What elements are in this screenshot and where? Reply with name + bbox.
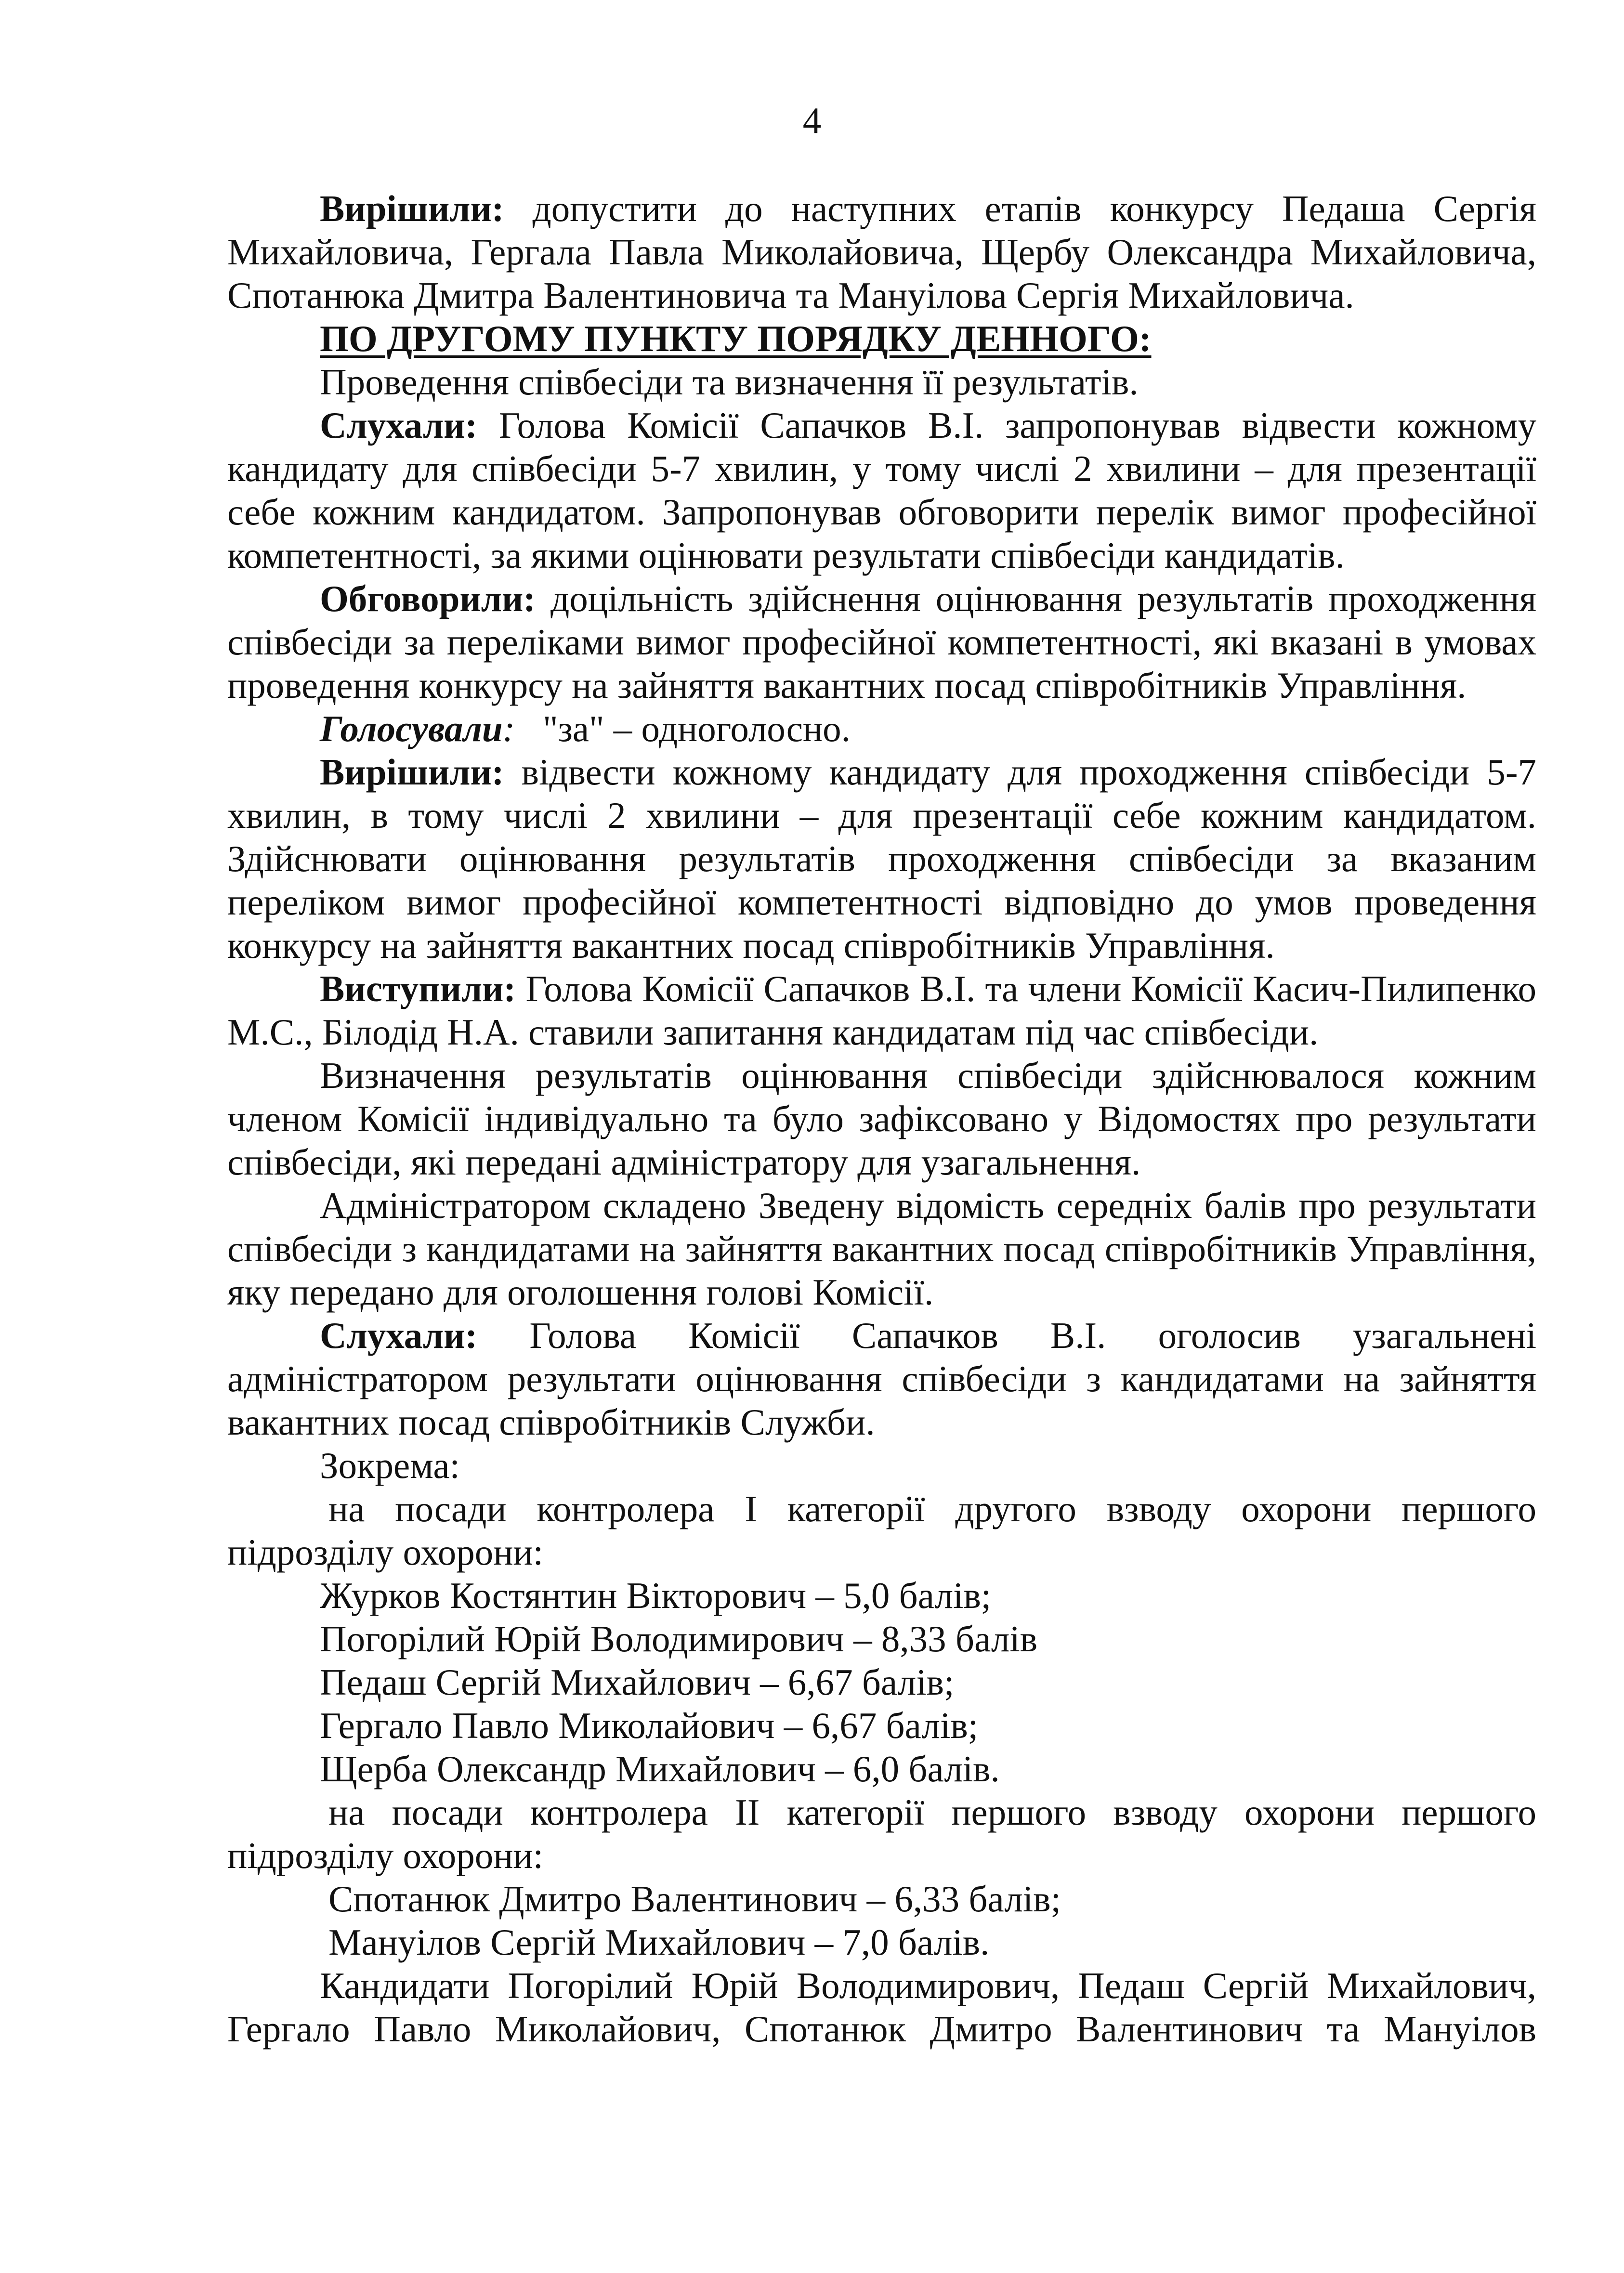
agenda-item-heading: ПО ДРУГОМУ ПУНКТУ ПОРЯДКУ ДЕННОГО: bbox=[320, 318, 1152, 359]
score-row: Гергало Павло Миколайович – 6,67 балів; bbox=[320, 1705, 979, 1746]
score-row: Щерба Олександр Михайлович – 6,0 балів. bbox=[320, 1748, 1000, 1790]
voted-paragraph bbox=[227, 707, 1536, 750]
heard-label: Слухали: bbox=[320, 1315, 478, 1356]
decision-paragraph-1 bbox=[227, 187, 1536, 317]
voted-label: Голосували bbox=[320, 708, 503, 749]
spoke-paragraph bbox=[227, 967, 1536, 1054]
heard-text: Голова Комісії Сапачков В.І. запропонував відвести кожному кандидату для співбесіди 5-7 хвилин, у тому числі 2 хвилини – для презентації себе кожним кандидатом. Запропонував обговорити перелік вимог професійної компетентності, за якими оцінювати результати співбесіди кандидатів. bbox=[227, 405, 1536, 576]
score-row: Погорілий Юрій Володимирович – 8,33 балів bbox=[320, 1618, 1038, 1659]
heard-text: Голова Комісії Сапачков В.І. оголосив узагальнені адміністратором результати оцінювання співбесіди з кандидатами на зайняття вакантних посад співробітників Служби. bbox=[227, 1315, 1536, 1443]
decision-paragraph-2 bbox=[227, 750, 1536, 967]
specifically-line: Зокрема: bbox=[320, 1445, 460, 1486]
page-number: 4 bbox=[802, 100, 822, 141]
decided-label: Вирішили: bbox=[320, 751, 504, 793]
candidates-paragraph: Кандидати Погорілий Юрій Володимирович, Педаш Сергій Михайлович, Гергало Павло Миколайович, Спотанюк Дмитро Валентинович та Мануілов bbox=[227, 1965, 1536, 2050]
discussed-text: доцільність здійснення оцінювання результатів проходження співбесіди за переліками вимог професійної компетентності, які вказані в умовах проведення конкурсу на зайняття вакантних посад співробітників Управління. bbox=[227, 578, 1536, 706]
score-row: Спотанюк Дмитро Валентинович – 6,33 балів; bbox=[328, 1878, 1061, 1920]
heard-paragraph-2 bbox=[227, 1314, 1536, 1444]
results-paragraph: Визначення результатів оцінювання співбесіди здійснювалося кожним членом Комісії індивідуально та було зафіксовано у Відомостях про результати співбесіди, які передані адміністратору для узагальнення. bbox=[227, 1055, 1536, 1183]
voted-text: "за" – одноголосно. bbox=[515, 708, 851, 749]
score-row: Журков Костянтин Вікторович – 5,0 балів; bbox=[320, 1575, 992, 1616]
voted-colon: : bbox=[502, 708, 515, 749]
decided-text: допустити до наступних етапів конкурсу Педаша Сергія Михайловича, Гергала Павла Миколайовича, Щербу Олександра Михайловича, Спотанюка Дмитра Валентиновича та Мануілова Сергія Михайловича. bbox=[227, 188, 1536, 316]
admin-summary-paragraph: Адміністратором складено Зведену відомість середніх балів про результати співбесіди з кандидатами на зайняття вакантних посад співробітників Управління, яку передано для оголошення голові Комісії. bbox=[227, 1185, 1536, 1313]
position-2-paragraph: на посади контролера ІІ категорії першого взводу охорони першого підрозділу охорони: bbox=[227, 1791, 1536, 1876]
discussed-paragraph bbox=[227, 577, 1536, 707]
position-1-paragraph: на посади контролера І категорії другого взводу охорони першого підрозділу охорони: bbox=[227, 1488, 1536, 1573]
score-row: Педаш Сергій Михайлович – 6,67 балів; bbox=[320, 1661, 955, 1703]
decided-text: відвести кожному кандидату для проходження співбесіди 5-7 хвилин, в тому числі 2 хвилини – для презентації себе кожним кандидатом. Здійснювати оцінювання результатів проходження співбесіди за вказаним переліком вимог професійної компетентності відповідно до умов проведення конкурсу на зайняття вакантних посад співробітників Управління. bbox=[227, 751, 1536, 966]
score-row: Мануілов Сергій Михайлович – 7,0 балів. bbox=[328, 1921, 990, 1963]
heard-label: Слухали: bbox=[320, 405, 478, 446]
document-body bbox=[227, 187, 1536, 2051]
heard-paragraph-1 bbox=[227, 404, 1536, 577]
spoke-text: Голова Комісії Сапачков В.І. та члени Комісії Касич-Пилипенко М.С., Білодід Н.А. ставили запитання кандидатам під час співбесіди. bbox=[227, 968, 1536, 1053]
discussed-label: Обговорили: bbox=[320, 578, 536, 619]
spoke-label: Виступили: bbox=[320, 968, 516, 1009]
agenda-item-title: Проведення співбесіди та визначення її результатів. bbox=[320, 361, 1139, 403]
decided-label: Вирішили: bbox=[320, 188, 504, 229]
